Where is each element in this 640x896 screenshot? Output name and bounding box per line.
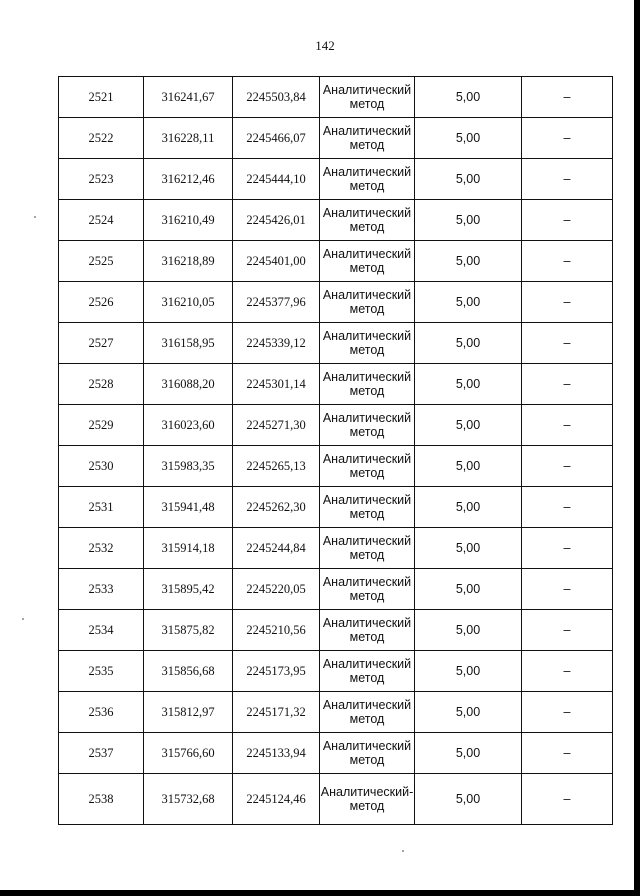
x-coordinate-cell: 315914,18	[144, 528, 233, 569]
note-cell: –	[522, 282, 613, 323]
accuracy-cell: 5,00	[415, 528, 522, 569]
table-row	[59, 446, 613, 487]
method-cell	[320, 692, 415, 733]
method-line-2: метод	[349, 712, 385, 726]
method-line-2: метод	[349, 466, 385, 480]
y-coordinate-cell: 2245466,07	[233, 118, 320, 159]
method-cell	[320, 405, 415, 446]
method-line-1: Аналитический	[322, 206, 412, 220]
point-number-cell: 2534	[59, 610, 144, 651]
scan-speck	[34, 216, 36, 218]
accuracy-cell: 5,00	[415, 651, 522, 692]
method-line-2: метод	[349, 799, 385, 813]
note-cell: –	[522, 241, 613, 282]
x-coordinate-cell: 315875,82	[144, 610, 233, 651]
note-cell: –	[522, 692, 613, 733]
method-cell	[320, 323, 415, 364]
method-line-1: Аналитический	[322, 370, 412, 384]
accuracy-cell: 5,00	[415, 200, 522, 241]
accuracy-cell: 5,00	[415, 692, 522, 733]
table-row	[59, 200, 613, 241]
x-coordinate-cell: 315766,60	[144, 733, 233, 774]
method-cell	[320, 364, 415, 405]
scan-speck	[402, 850, 404, 852]
point-number-cell: 2527	[59, 323, 144, 364]
y-coordinate-cell: 2245124,46	[233, 774, 320, 825]
method-line-2: метод	[349, 630, 385, 644]
point-number-cell: 2523	[59, 159, 144, 200]
method-line-1: Аналитический	[322, 616, 412, 630]
y-coordinate-cell: 2245210,56	[233, 610, 320, 651]
point-number-cell: 2531	[59, 487, 144, 528]
method-cell	[320, 118, 415, 159]
method-line-1: Аналитический	[322, 739, 412, 753]
table-row	[59, 487, 613, 528]
method-line-1: Аналитический	[322, 493, 412, 507]
note-cell: –	[522, 528, 613, 569]
y-coordinate-cell: 2245426,01	[233, 200, 320, 241]
table-row	[59, 364, 613, 405]
method-line-1: Аналитический-	[320, 785, 414, 799]
point-number-cell: 2522	[59, 118, 144, 159]
x-coordinate-cell: 315983,35	[144, 446, 233, 487]
table-row	[59, 241, 613, 282]
coordinates-table	[58, 76, 613, 825]
method-line-2: метод	[349, 507, 385, 521]
coordinates-table-body	[59, 77, 613, 825]
y-coordinate-cell: 2245265,13	[233, 446, 320, 487]
point-number-cell: 2525	[59, 241, 144, 282]
method-line-1: Аналитический	[322, 247, 412, 261]
method-line-2: метод	[349, 548, 385, 562]
method-cell	[320, 446, 415, 487]
table-row	[59, 323, 613, 364]
note-cell: –	[522, 774, 613, 825]
x-coordinate-cell: 316210,05	[144, 282, 233, 323]
method-line-2: метод	[349, 343, 385, 357]
accuracy-cell: 5,00	[415, 159, 522, 200]
method-cell	[320, 487, 415, 528]
method-cell	[320, 159, 415, 200]
table-row	[59, 692, 613, 733]
y-coordinate-cell: 2245377,96	[233, 282, 320, 323]
y-coordinate-cell: 2245503,84	[233, 77, 320, 118]
point-number-cell: 2530	[59, 446, 144, 487]
method-line-2: метод	[349, 671, 385, 685]
x-coordinate-cell: 316158,95	[144, 323, 233, 364]
note-cell: –	[522, 569, 613, 610]
point-number-cell: 2536	[59, 692, 144, 733]
method-line-2: метод	[349, 138, 385, 152]
note-cell: –	[522, 405, 613, 446]
y-coordinate-cell: 2245444,10	[233, 159, 320, 200]
table-row	[59, 77, 613, 118]
point-number-cell: 2521	[59, 77, 144, 118]
y-coordinate-cell: 2245339,12	[233, 323, 320, 364]
note-cell: –	[522, 323, 613, 364]
method-cell	[320, 528, 415, 569]
method-cell	[320, 651, 415, 692]
y-coordinate-cell: 2245401,00	[233, 241, 320, 282]
method-line-1: Аналитический	[322, 452, 412, 466]
point-number-cell: 2537	[59, 733, 144, 774]
note-cell: –	[522, 446, 613, 487]
accuracy-cell: 5,00	[415, 569, 522, 610]
method-cell	[320, 77, 415, 118]
point-number-cell: 2529	[59, 405, 144, 446]
method-line-2: метод	[349, 97, 385, 111]
table-row	[59, 282, 613, 323]
point-number-cell: 2533	[59, 569, 144, 610]
x-coordinate-cell: 315941,48	[144, 487, 233, 528]
table-row	[59, 733, 613, 774]
table-row	[59, 569, 613, 610]
x-coordinate-cell: 316212,46	[144, 159, 233, 200]
accuracy-cell: 5,00	[415, 446, 522, 487]
y-coordinate-cell: 2245244,84	[233, 528, 320, 569]
method-line-1: Аналитический	[322, 83, 412, 97]
accuracy-cell: 5,00	[415, 364, 522, 405]
y-coordinate-cell: 2245301,14	[233, 364, 320, 405]
method-line-2: метод	[349, 425, 385, 439]
method-line-2: метод	[349, 753, 385, 767]
table-row	[59, 405, 613, 446]
method-cell	[320, 241, 415, 282]
point-number-cell: 2524	[59, 200, 144, 241]
method-line-1: Аналитический	[322, 288, 412, 302]
table-row	[59, 774, 613, 825]
method-cell	[320, 733, 415, 774]
method-line-2: метод	[349, 220, 385, 234]
table-row	[59, 159, 613, 200]
x-coordinate-cell: 316023,60	[144, 405, 233, 446]
method-line-2: метод	[349, 261, 385, 275]
note-cell: –	[522, 487, 613, 528]
accuracy-cell: 5,00	[415, 405, 522, 446]
table-row	[59, 610, 613, 651]
note-cell: –	[522, 77, 613, 118]
table-row	[59, 528, 613, 569]
note-cell: –	[522, 610, 613, 651]
method-line-2: метод	[349, 384, 385, 398]
method-line-2: метод	[349, 179, 385, 193]
y-coordinate-cell: 2245173,95	[233, 651, 320, 692]
y-coordinate-cell: 2245220,05	[233, 569, 320, 610]
accuracy-cell: 5,00	[415, 282, 522, 323]
accuracy-cell: 5,00	[415, 487, 522, 528]
page-number: 142	[315, 38, 335, 53]
method-cell	[320, 774, 415, 825]
note-cell: –	[522, 200, 613, 241]
x-coordinate-cell: 315732,68	[144, 774, 233, 825]
method-cell	[320, 200, 415, 241]
x-coordinate-cell: 316210,49	[144, 200, 233, 241]
point-number-cell: 2538	[59, 774, 144, 825]
note-cell: –	[522, 733, 613, 774]
table-row	[59, 651, 613, 692]
method-line-2: метод	[349, 589, 385, 603]
method-line-1: Аналитический	[322, 575, 412, 589]
y-coordinate-cell: 2245271,30	[233, 405, 320, 446]
x-coordinate-cell: 315856,68	[144, 651, 233, 692]
y-coordinate-cell: 2245133,94	[233, 733, 320, 774]
method-line-1: Аналитический	[322, 657, 412, 671]
method-line-1: Аналитический	[322, 329, 412, 343]
method-cell	[320, 610, 415, 651]
y-coordinate-cell: 2245171,32	[233, 692, 320, 733]
x-coordinate-cell: 316218,89	[144, 241, 233, 282]
accuracy-cell: 5,00	[415, 77, 522, 118]
x-coordinate-cell: 315895,42	[144, 569, 233, 610]
note-cell: –	[522, 159, 613, 200]
accuracy-cell: 5,00	[415, 733, 522, 774]
scan-speck	[22, 618, 24, 620]
note-cell: –	[522, 651, 613, 692]
method-cell	[320, 569, 415, 610]
accuracy-cell: 5,00	[415, 323, 522, 364]
method-line-1: Аналитический	[322, 411, 412, 425]
x-coordinate-cell: 316088,20	[144, 364, 233, 405]
table-row	[59, 118, 613, 159]
point-number-cell: 2535	[59, 651, 144, 692]
method-line-1: Аналитический	[322, 165, 412, 179]
method-cell	[320, 282, 415, 323]
accuracy-cell: 5,00	[415, 241, 522, 282]
y-coordinate-cell: 2245262,30	[233, 487, 320, 528]
method-line-2: метод	[349, 302, 385, 316]
note-cell: –	[522, 364, 613, 405]
method-line-1: Аналитический	[322, 698, 412, 712]
accuracy-cell: 5,00	[415, 118, 522, 159]
x-coordinate-cell: 316228,11	[144, 118, 233, 159]
accuracy-cell: 5,00	[415, 774, 522, 825]
note-cell: –	[522, 118, 613, 159]
point-number-cell: 2528	[59, 364, 144, 405]
x-coordinate-cell: 316241,67	[144, 77, 233, 118]
point-number-cell: 2532	[59, 528, 144, 569]
method-line-1: Аналитический	[322, 534, 412, 548]
point-number-cell: 2526	[59, 282, 144, 323]
method-line-1: Аналитический	[322, 124, 412, 138]
x-coordinate-cell: 315812,97	[144, 692, 233, 733]
accuracy-cell: 5,00	[415, 610, 522, 651]
